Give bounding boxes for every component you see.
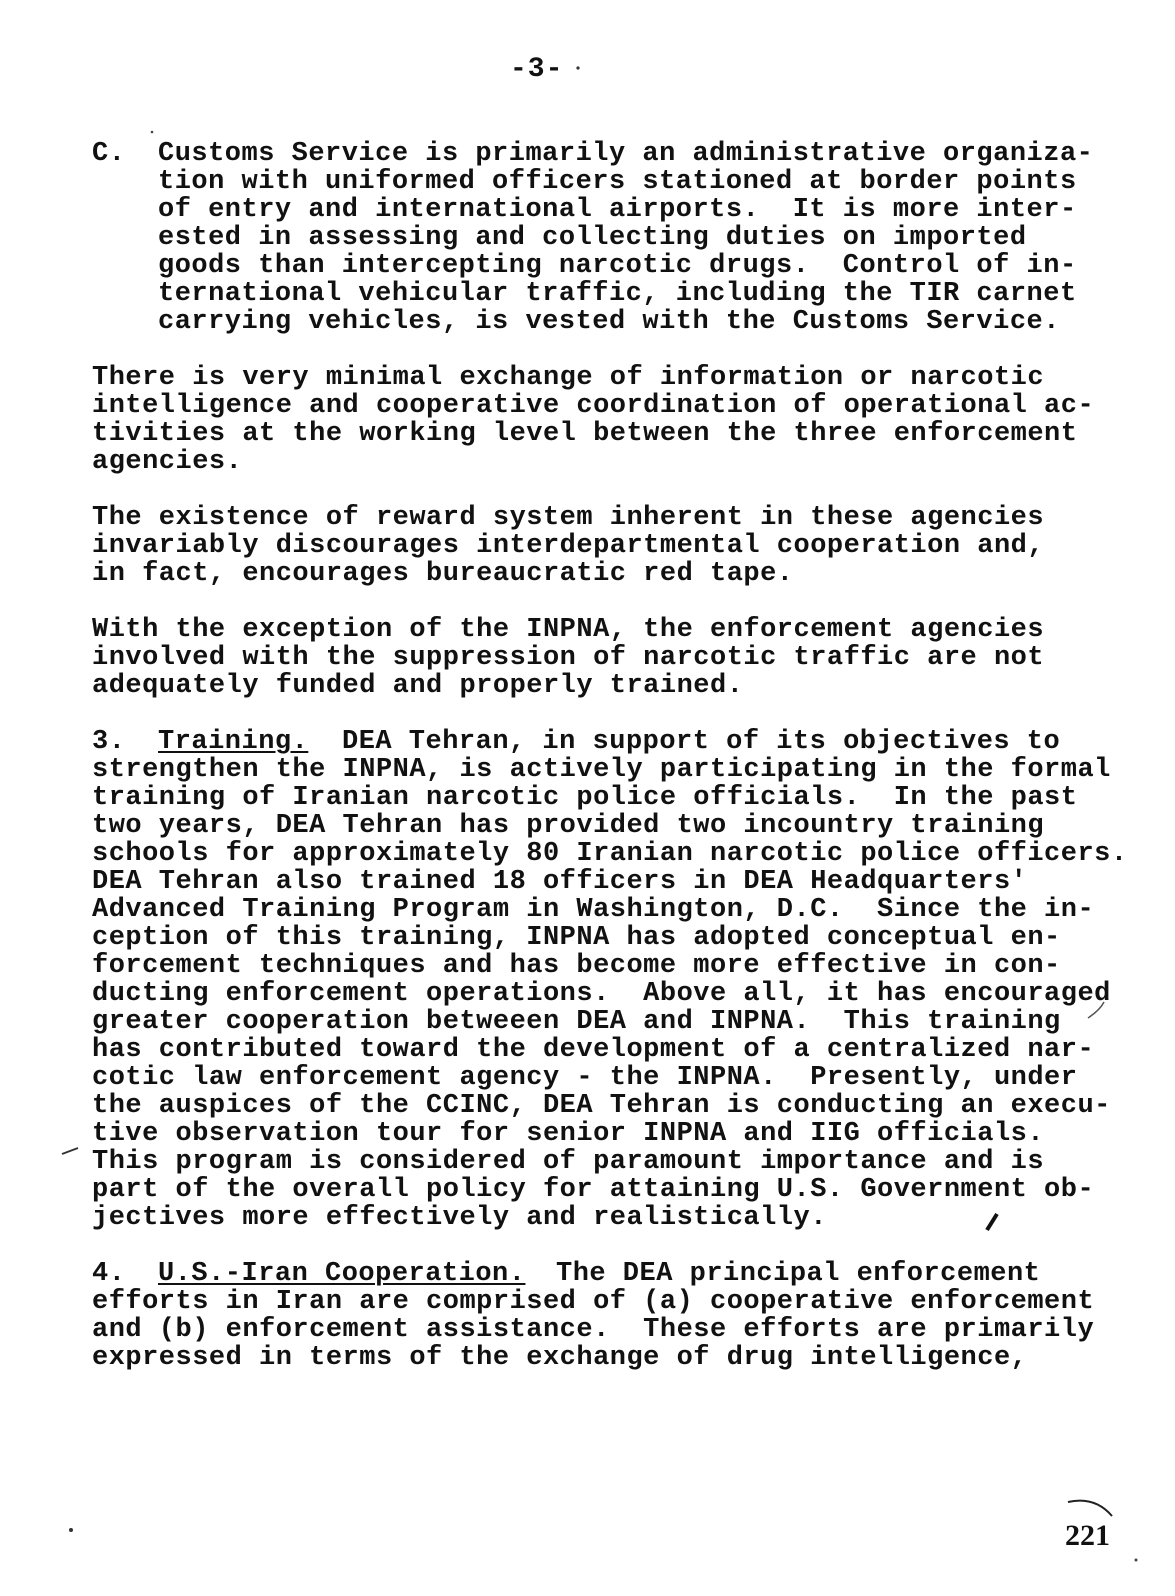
section-training-line: Advanced Training Program in Washington, D.C. Since the in- [92, 895, 1095, 925]
paragraph-line: With the exception of the INPNA, the enforcement agencies [92, 615, 1045, 645]
page-marker: -3- [510, 54, 564, 85]
pencil-mark [1068, 1501, 1112, 1516]
paragraph-line: agencies. [92, 447, 243, 477]
paragraph-line: involved with the suppression of narcotic traffic are not [92, 643, 1045, 673]
section-training-line: jectives more effectively and realistically. [92, 1203, 827, 1233]
margin-tick [62, 1148, 78, 1154]
section-training-line: DEA Tehran, in support of its objectives to [342, 727, 1061, 757]
section-c-line: of entry and international airports. It is more inter- [158, 195, 1077, 225]
section-training-line: cotic law enforcement agency - the INPNA. Presently, under [92, 1063, 1078, 1093]
speck [151, 131, 154, 134]
section-number: 4. [92, 1259, 126, 1289]
section-training-line: strengthen the INPNA, is actively participating in the formal [92, 755, 1111, 785]
page-number: 221 [1065, 1519, 1110, 1552]
speck [1135, 1559, 1138, 1562]
section-training-line: schools for approximately 80 Iranian narcotic police officers. [92, 839, 1128, 869]
section-heading-training: Training. [158, 727, 309, 757]
section-training-line: ception of this training, INPNA has adopted conceptual en- [92, 923, 1061, 953]
section-training-line: training of Iranian narcotic police officials. In the past [92, 783, 1078, 813]
paragraph-line: The existence of reward system inherent in these agencies [92, 503, 1045, 533]
section-training-line: ducting enforcement operations. Above all, it has encouraged [92, 979, 1111, 1009]
section-cooperation-line: expressed in terms of the exchange of drug intelligence, [92, 1343, 1028, 1373]
section-cooperation-line: The DEA principal enforcement [556, 1259, 1041, 1289]
pen-mark [987, 1214, 997, 1230]
section-training-line: the auspices of the CCINC, DEA Tehran is conducting an execu- [92, 1091, 1111, 1121]
section-cooperation-line: and (b) enforcement assistance. These efforts are primarily [92, 1315, 1095, 1345]
section-training-line: tive observation tour for senior INPNA and IIG officials. [92, 1119, 1045, 1149]
section-training-line: This program is considered of paramount importance and is [92, 1147, 1045, 1177]
paragraph-line: There is very minimal exchange of information or narcotic [92, 363, 1045, 393]
paragraph-line: tivities at the working level between the three enforcement [92, 419, 1078, 449]
speck [69, 1528, 73, 1532]
section-c-line: ested in assessing and collecting duties on imported [158, 223, 1027, 253]
paragraph-line: in fact, encourages bureaucratic red tape. [92, 559, 794, 589]
section-c-line: ternational vehicular traffic, including the TIR carnet [158, 279, 1077, 309]
section-number: 3. [92, 727, 126, 757]
section-training-line: forcement techniques and has become more effective in con- [92, 951, 1061, 981]
paragraph-line: adequately funded and properly trained. [92, 671, 744, 701]
section-c-label: C. [92, 139, 126, 169]
section-training-line: greater cooperation betweeen DEA and INPNA. This training [92, 1007, 1061, 1037]
section-c-line: Customs Service is primarily an administrative organiza- [158, 139, 1094, 169]
speck [576, 66, 579, 69]
paragraph-line: invariably discourages interdepartmental cooperation and, [92, 531, 1045, 561]
section-training-line: has contributed toward the development of a centralized nar- [92, 1035, 1095, 1065]
section-c-line: carrying vehicles, is vested with the Customs Service. [158, 307, 1060, 337]
section-cooperation-line: efforts in Iran are comprised of (a) cooperative enforcement [92, 1287, 1095, 1317]
section-training-line: DEA Tehran also trained 18 officers in DEA Headquarters' [92, 867, 1028, 897]
section-c-line: tion with uniformed officers stationed at border points [158, 167, 1077, 197]
section-training-line: two years, DEA Tehran has provided two incountry training [92, 811, 1045, 841]
section-training-line: part of the overall policy for attaining U.S. Government ob- [92, 1175, 1095, 1205]
section-c-line: goods than intercepting narcotic drugs. Control of in- [158, 251, 1077, 281]
paragraph-line: intelligence and cooperative coordination of operational ac- [92, 391, 1095, 421]
section-heading-cooperation: U.S.-Iran Cooperation. [158, 1259, 526, 1289]
